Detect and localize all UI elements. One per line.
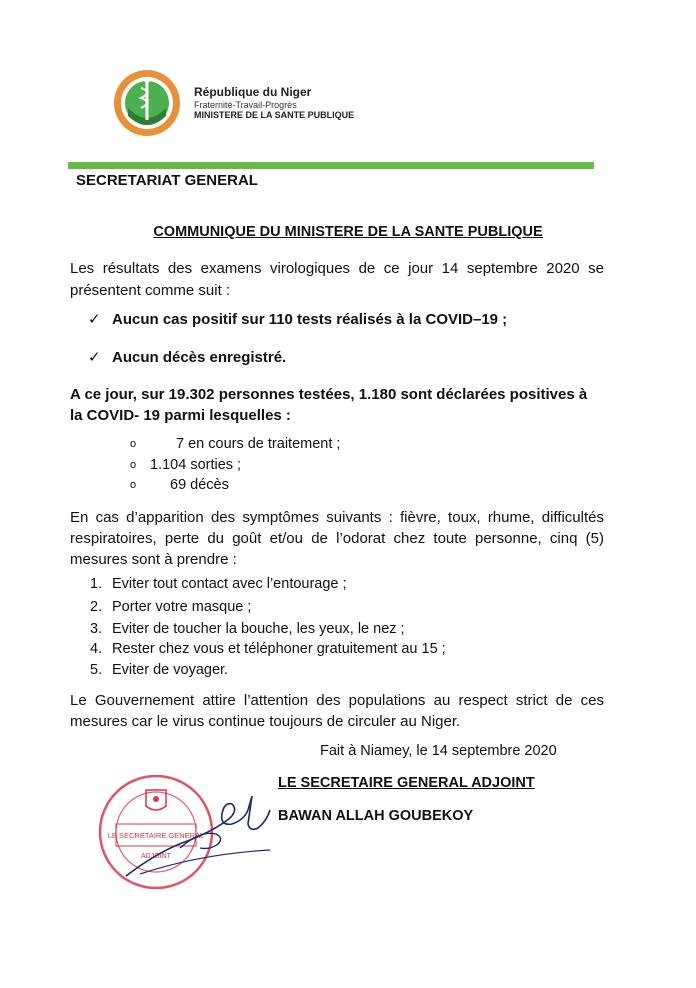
document-title-text: COMMUNIQUE DU MINISTERE DE LA SANTE PUBLIQUE bbox=[153, 224, 543, 240]
sublist-text: 1.104 sorties ; bbox=[150, 457, 242, 473]
bullet-icon: o bbox=[130, 479, 137, 491]
symptoms-paragraph: En cas d’apparition des symptômes suivants : fièvre, toux, rhume, difficultés respiratoires, perte du goût et/ou de l’odorat chez toute personne, cinq (5) mesures sont à prendre : bbox=[70, 509, 604, 568]
bullet-icon: o bbox=[130, 459, 137, 471]
secretariat-heading: SECRETARIAT GENERAL bbox=[76, 172, 258, 189]
measure-item bbox=[90, 641, 446, 657]
sublist-text: 69 décès bbox=[170, 477, 229, 493]
summary-line: A ce jour, sur 19.302 personnes testées, 1.180 sont déclarées positives à bbox=[70, 386, 588, 403]
check-item bbox=[88, 310, 507, 328]
checkmark-icon: ✓ bbox=[88, 349, 101, 366]
measure-number: 1. bbox=[90, 576, 103, 592]
check-item bbox=[88, 348, 286, 366]
svg-text:ADJOINT: ADJOINT bbox=[141, 853, 171, 860]
ministry-name: MINISTERE DE LA SANTE PUBLIQUE bbox=[194, 110, 355, 121]
signatory-title: LE SECRETAIRE GENERAL ADJOINT bbox=[278, 775, 535, 791]
check-item-text: Aucun décès enregistré. bbox=[112, 349, 287, 366]
measure-text: Rester chez vous et téléphoner gratuitement au 15 ; bbox=[112, 641, 446, 657]
letterhead bbox=[194, 86, 354, 120]
header-divider bbox=[68, 162, 594, 169]
measure-text: Porter votre masque ; bbox=[112, 599, 252, 615]
measure-text: Eviter de toucher la bouche, les yeux, le nez ; bbox=[112, 621, 405, 637]
measure-text: Eviter tout contact avec l’entourage ; bbox=[112, 576, 347, 592]
measure-number: 4. bbox=[90, 641, 103, 657]
sublist-item bbox=[130, 434, 430, 454]
summary-line: la COVID- 19 parmi lesquelles : bbox=[70, 407, 291, 424]
bullet-icon: o bbox=[130, 438, 137, 450]
national-motto: Fraternité-Travail-Progrès bbox=[194, 99, 297, 110]
closing-paragraph: Le Gouvernement attire l’attention des populations au respect strict de ces mesures car le virus continue toujours de circuler au Niger. bbox=[70, 692, 604, 730]
measure-number: 2. bbox=[90, 599, 103, 615]
checkmark-icon: ✓ bbox=[88, 311, 101, 328]
handwritten-signature bbox=[120, 790, 290, 880]
measure-item bbox=[90, 576, 347, 592]
intro-paragraph: Les résultats des examens virologiques de ce jour 14 septembre 2020 se présentent comme suit : bbox=[70, 260, 604, 299]
place-date: Fait à Niamey, le 14 septembre 2020 bbox=[320, 743, 557, 759]
svg-text:LE SECRETAIRE GENERAL: LE SECRETAIRE GENERAL bbox=[107, 831, 205, 840]
document-title bbox=[0, 224, 696, 240]
sublist-item bbox=[130, 475, 430, 495]
measure-item bbox=[90, 599, 251, 615]
measure-number: 3. bbox=[90, 621, 103, 637]
republic-name: République du Niger bbox=[194, 85, 312, 99]
summary-paragraph bbox=[70, 384, 604, 426]
ministry-logo bbox=[112, 68, 182, 138]
check-item-text: Aucun cas positif sur 110 tests réalisés à la COVID–19 ; bbox=[112, 311, 508, 328]
sublist-text: 7 en cours de traitement ; bbox=[176, 436, 341, 452]
measure-number: 5. bbox=[90, 662, 103, 678]
measure-text: Eviter de voyager. bbox=[112, 662, 229, 678]
measure-item bbox=[90, 621, 405, 637]
sublist-item bbox=[130, 455, 430, 475]
signatory-name: BAWAN ALLAH GOUBEKOY bbox=[278, 808, 474, 824]
measure-item bbox=[90, 662, 228, 678]
